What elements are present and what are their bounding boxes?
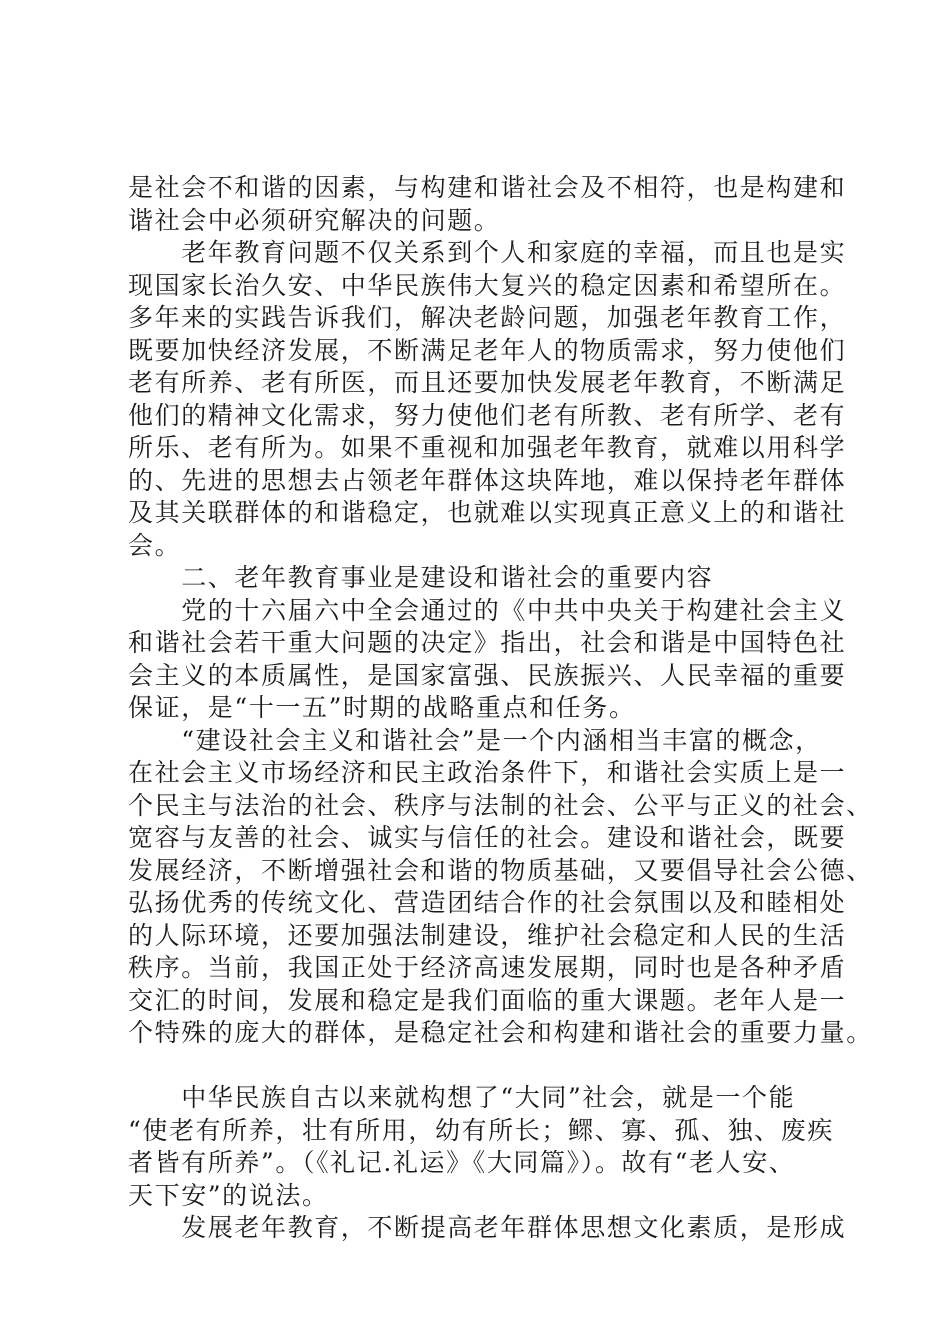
text-line: 弘扬优秀的传统文化、营造团结合作的社会氛围以及和睦相处 (128, 888, 847, 917)
text-line: 现国家长治久安、中华民族伟大复兴的稳定因素和希望所在。 (128, 270, 847, 300)
text-line: 谐社会中必须研究解决的问题。 (128, 205, 501, 235)
body-text (128, 172, 873, 1245)
text-line: 的人际环境，还要加强法制建设，维护社会稳定和人民的生活 (128, 920, 847, 950)
text-line: 个民主与法治的社会、秩序与法制的社会、公平与正义的社会、 (128, 790, 873, 820)
text-line: 宽容与友善的社会、诚实与信任的社会。建设和谐社会，既要 (128, 823, 847, 852)
text-line: 所乐、老有所为。如果不重视和加强老年教育，就难以用科学 (128, 433, 847, 462)
text-line: 保证，是“十一五”时期的战略重点和任务。 (128, 693, 636, 722)
section-heading: 二、老年教育事业是建设和谐社会的重要内容 (128, 563, 714, 592)
text-line: 发展经济，不断增强社会和谐的物质基础，又要倡导社会公德、 (128, 855, 873, 885)
text-line: 既要加快经济发展，不断满足老年人的物质需求，努力使他们 (128, 335, 847, 365)
text-line: 党的十六届六中全会通过的《中共中央关于构建社会主义 (128, 595, 847, 625)
text-line: 多年来的实践告诉我们，解决老龄问题，加强老年教育工作， (128, 303, 847, 332)
text-line: 老有所养、老有所医，而且还要加快发展老年教育，不断满足 (128, 368, 847, 397)
text-line: 秩序。当前，我国正处于经济高速发展期，同时也是各种矛盾 (128, 953, 847, 982)
text-line: “使老有所养，壮有所用，幼有所长；鳏、寡、孤、独、废疾 (128, 1115, 834, 1145)
text-line: 个特殊的庞大的群体，是稳定社会和构建和谐社会的重要力量。 (128, 1018, 873, 1047)
text-line: “建设社会主义和谐社会”是一个内涵相当丰富的概念， (128, 725, 822, 755)
text-line: 是社会不和谐的因素，与构建和谐社会及不相符，也是构建和 (128, 173, 847, 202)
text-line: 天下安”的说法。 (128, 1180, 329, 1210)
blank-line (128, 1050, 848, 1083)
text-line: 在社会主义市场经济和民主政治条件下，和谐社会实质上是一 (128, 758, 847, 787)
text-line: 老年教育问题不仅关系到个人和家庭的幸福，而且也是实 (128, 238, 847, 267)
text-line: 的、先进的思想去占领老年群体这块阵地，难以保持老年群体 (128, 465, 847, 495)
text-line: 中华民族自古以来就构想了“大同”社会，就是一个能 (128, 1083, 796, 1112)
text-line: 发展老年教育，不断提高老年群体思想文化素质，是形成 (128, 1213, 847, 1242)
text-line: 会主义的本质属性，是国家富强、民族振兴、人民幸福的重要 (128, 660, 847, 690)
text-line: 和谐社会若干重大问题的决定》指出，社会和谐是中国特色社 (128, 628, 847, 657)
text-line: 者皆有所养”。（《礼记.礼运》《大同篇》）。故有“老人安、 (128, 1148, 796, 1177)
text-line: 交汇的时间，发展和稳定是我们面临的重大课题。老年人是一 (128, 985, 847, 1015)
text-line: 会。 (128, 530, 182, 560)
text-line: 他们的精神文化需求，努力使他们老有所教、老有所学、老有 (128, 400, 847, 430)
text-line: 及其关联群体的和谐稳定，也就难以实现真正意义上的和谐社 (128, 498, 847, 527)
